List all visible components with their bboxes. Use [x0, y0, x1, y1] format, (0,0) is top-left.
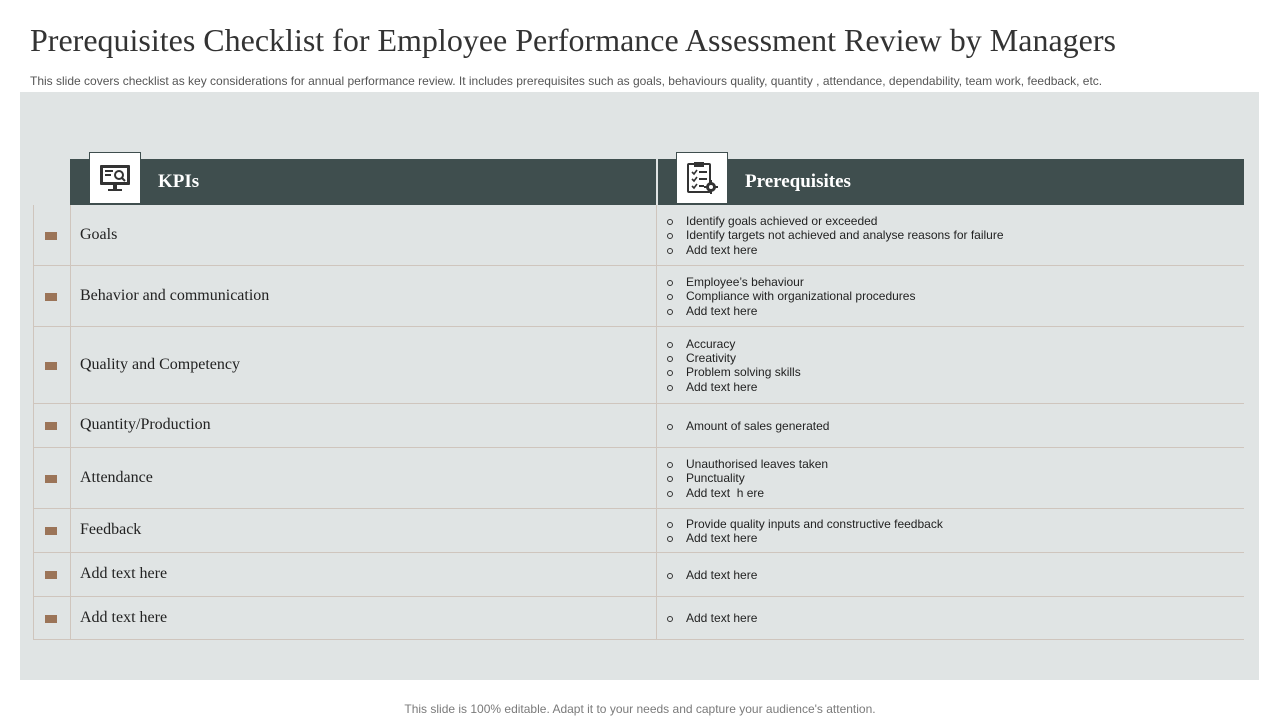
prerequisite-item: Add text h ere: [666, 486, 828, 500]
prerequisite-item: Provide quality inputs and constructive feedback: [666, 517, 943, 531]
prerequisite-list: [666, 214, 1004, 257]
row-marker: [45, 615, 57, 623]
table-row: [33, 448, 1244, 509]
prerequisite-item: Add text here: [666, 380, 801, 394]
table-row: [33, 404, 1244, 448]
kpi-label: Attendance: [80, 468, 153, 486]
prerequisite-item: Add text here: [666, 243, 1004, 257]
kpis-header-label: KPIs: [158, 171, 200, 192]
table-row: [33, 553, 1244, 597]
prerequisite-item: Punctuality: [666, 471, 828, 485]
table-row: [33, 266, 1244, 327]
prerequisite-item: Add text here: [666, 611, 757, 625]
prerequisite-item: Creativity: [666, 351, 801, 365]
table-row: [33, 205, 1244, 266]
clipboard-checklist-gear-icon: [684, 160, 720, 196]
kpi-label: Add text here: [80, 565, 168, 582]
row-marker: [45, 571, 57, 579]
prerequisite-list: [666, 517, 943, 546]
prerequisite-list: [666, 457, 828, 500]
kpi-label: Feedback: [80, 521, 142, 538]
footer-note: This slide is 100% editable. Adapt it to your needs and capture your audience's attention.: [404, 702, 876, 716]
prerequisite-item: Unauthorised leaves taken: [666, 457, 828, 471]
row-marker: [45, 232, 57, 240]
prerequisite-list: [666, 337, 801, 394]
kpi-label: Goals: [80, 225, 118, 243]
header-divider: [656, 159, 658, 205]
prerequisite-list: [666, 419, 829, 433]
prerequisite-item: Identify goals achieved or exceeded: [666, 214, 1004, 228]
prerequisite-list: [666, 568, 757, 582]
kpis-icon-box: [89, 152, 141, 204]
kpi-label: Add text here: [80, 608, 168, 626]
kpi-label: Quality and Competency: [80, 355, 240, 373]
row-marker: [45, 422, 57, 430]
row-marker: [45, 527, 57, 535]
monitor-analytics-icon: [98, 161, 132, 195]
prerequisite-item: Problem solving skills: [666, 365, 801, 379]
prerequisite-list: [666, 275, 915, 318]
prerequisite-list: [666, 611, 757, 625]
prerequisites-icon-box: [676, 152, 728, 204]
prerequisite-item: Identify targets not achieved and analyse reasons for failure: [666, 228, 1004, 242]
prerequisite-item: Compliance with organizational procedures: [666, 289, 915, 303]
kpi-label: Behavior and communication: [80, 286, 270, 304]
prerequisites-header-label: Prerequisites: [745, 171, 851, 192]
page-title: Prerequisites Checklist for Employee Performance Assessment Review by Managers: [30, 22, 1116, 58]
prerequisite-item: Employee’s behaviour: [666, 275, 915, 289]
row-marker: [45, 475, 57, 483]
prerequisite-item: Add text here: [666, 568, 757, 582]
row-marker: [45, 362, 57, 370]
kpi-label: Quantity/Production: [80, 416, 211, 433]
table-row: [33, 597, 1244, 640]
prerequisite-item: Add text here: [666, 304, 915, 318]
table-row: [33, 327, 1244, 404]
page-subtitle: This slide covers checklist as key considerations for annual performance review. It includes prerequisites such as goals, behaviours quality, quantity , attendance, dependability, team work, feedback, etc.: [30, 74, 1103, 88]
row-marker: [45, 293, 57, 301]
prerequisite-item: Accuracy: [666, 337, 801, 351]
prerequisite-item: Amount of sales generated: [666, 419, 829, 433]
table-row: [33, 509, 1244, 553]
prerequisite-item: Add text here: [666, 531, 943, 545]
